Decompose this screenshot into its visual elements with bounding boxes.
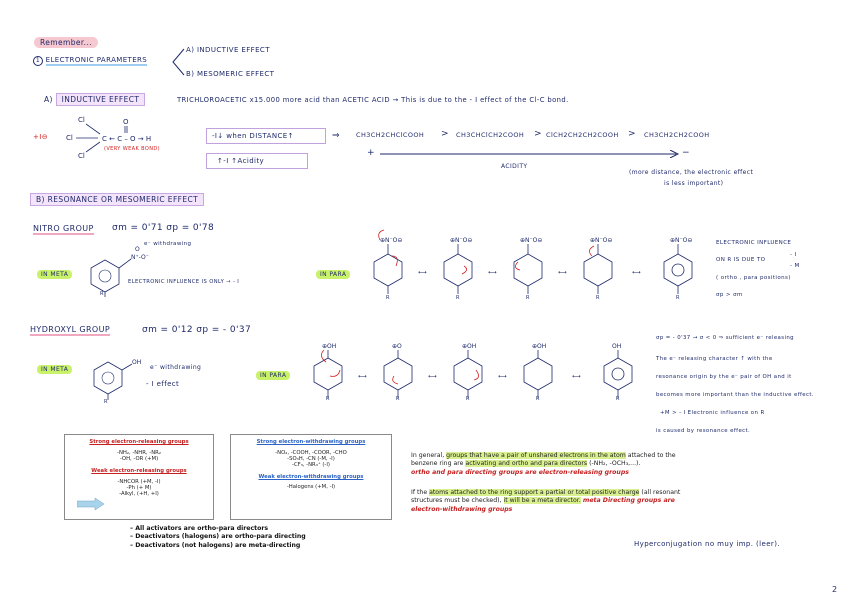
bullet-1: – All activators are ortho-para directors: [130, 525, 269, 532]
director-bullets: [130, 525, 306, 550]
bullet-2: – Deactivators (halogens) are ortho-para directing: [130, 533, 306, 541]
svg-text:⟷: ⟷: [498, 373, 507, 380]
acidity-arrow-icon: [380, 150, 680, 158]
svg-text:⊕N⁻O⊖: ⊕N⁻O⊖: [380, 237, 403, 244]
withdrawing-groups-table: [230, 434, 392, 520]
svg-text:⊕OH: ⊕OH: [322, 343, 337, 350]
svg-text:⟷: ⟷: [558, 269, 567, 276]
svg-text:O: O: [123, 118, 129, 126]
weak-withdrawing-title: Weak electron-withdrawing groups: [258, 474, 364, 480]
svg-text:⟷: ⟷: [428, 373, 437, 380]
withdrawing-title: Strong electron-withdrawing groups: [256, 439, 366, 445]
r-label-1: R: [100, 291, 104, 297]
svg-text:⊕N⁻O⊖: ⊕N⁻O⊖: [520, 237, 543, 244]
gt-3: >: [628, 129, 636, 139]
distance-box: -I↓ when DISTANCE↑: [206, 128, 326, 144]
acid-1: CH3CH2CHClCOOH: [356, 131, 425, 139]
weak-releasing-2: -Ph (+ M): [126, 485, 152, 491]
phenol-resonance-structures: [300, 338, 640, 404]
trichloroacetic-structure: [58, 112, 178, 162]
hydroxyl-right-4: becomes more important than the inductive effect.: [656, 392, 815, 398]
svg-text:N⁺-O⁻: N⁺-O⁻: [131, 254, 149, 261]
svg-text:Cl: Cl: [66, 134, 73, 142]
svg-text:⟷: ⟷: [358, 373, 367, 380]
gt-1: >: [441, 129, 449, 139]
hydroxyl-i-effect: - I effect: [146, 380, 180, 388]
option-mesomeric: B) MESOMERIC EFFECT: [186, 70, 275, 78]
hydroxyl-meta-tag: IN META: [37, 366, 72, 373]
hyperconjugation-note: Hyperconjugation no muy imp. (leer).: [634, 540, 780, 548]
svg-text:⊕N⁻O⊖: ⊕N⁻O⊖: [450, 237, 473, 244]
inductive-title: A) INDUCTIVE EFFECT: [44, 95, 145, 104]
nitro-withdraw: e⁻ withdrawing: [144, 241, 192, 247]
weak-withdrawing-line: -Halogens (+M, -I): [286, 484, 336, 490]
distance-note-2: is less important): [664, 180, 724, 187]
svg-text:OH: OH: [612, 343, 622, 350]
svg-text:Cl: Cl: [78, 116, 85, 124]
params-heading: 1 ELECTRONIC PARAMETERS: [33, 56, 147, 66]
svg-text:Cl: Cl: [78, 152, 85, 160]
minus-circle: −: [682, 148, 690, 158]
releasing-line-1: -NH₂, -NHR, -NR₂: [117, 450, 161, 456]
svg-text:⊕OH: ⊕OH: [462, 343, 477, 350]
hydroxyl-right-5: +M > - I Electronic influence on R: [660, 410, 765, 416]
weak-bond-note: (VERY WEAK BOND): [104, 146, 160, 152]
meta-paragraph: If the atoms attached to the ring support a partial or total positive charge (all resonant structures must be checked), it will be a meta director. meta Directing groups are electron-withdrawing groups: [411, 489, 681, 513]
svg-text:⊕OH: ⊕OH: [532, 343, 547, 350]
r-label-3: R: [456, 295, 460, 301]
svg-text:⟷: ⟷: [418, 269, 427, 276]
resonance-title: B) RESONANCE OR MESOMERIC EFFECT: [30, 195, 204, 204]
r-label-8: R: [326, 396, 330, 402]
withdrawing-line-3: -CF₃, -NR₃⁺ (-I): [292, 462, 330, 468]
page-number: 2: [832, 585, 838, 594]
nitro-right-3: ( ortho , para positions): [716, 275, 791, 281]
phenol-meta-structure: [88, 350, 148, 410]
brace-icon: [170, 47, 186, 77]
r-label-7: R: [104, 399, 108, 405]
svg-text:C ← C – O → H: C ← C – O → H: [102, 135, 152, 143]
nitro-right-1: ELECTRONIC INFLUENCE: [716, 240, 792, 246]
weak-releasing-1: -NHCOR (+M, -I): [117, 479, 161, 485]
nitro-brace-1: - I: [790, 252, 797, 258]
svg-text:⊕O: ⊕O: [392, 343, 402, 350]
acid-4: CH3CH2CH2COOH: [644, 131, 710, 139]
r-label-2: R: [386, 295, 390, 301]
hydroxyl-para-tag: IN PARA: [256, 372, 290, 379]
weak-releasing-title: Weak electron-releasing groups: [91, 468, 187, 474]
remember-label: Remember...: [34, 38, 98, 47]
svg-text:O: O: [135, 246, 140, 253]
bullet-3: – Deactivators (not halogens) are meta-directing: [130, 541, 301, 549]
hydroxyl-right-2: The e⁻ releasing character ↑ with the: [656, 356, 773, 362]
svg-text:⟷: ⟷: [488, 269, 497, 276]
nitro-resonance-structures: [360, 226, 700, 304]
nitro-meta-tag: IN META: [37, 271, 72, 278]
distance-note-1: (more distance, the electronic effect: [629, 169, 754, 176]
nitro-right-4: σp > σm: [716, 292, 743, 298]
general-paragraph: In general, groups that have a pair of unshared electrons in the atom attached to the benzene ring are activating and ortho and para directors (-NH₂, -OCH₃,...). ortho and para directing groups are electron-releasing groups: [411, 452, 676, 476]
arrow-icon: [77, 498, 105, 510]
ie-mark: +I⊖: [33, 133, 48, 141]
nitro-para-tag: IN PARA: [316, 271, 350, 278]
svg-text:⊕N⁻O⊖: ⊕N⁻O⊖: [590, 237, 613, 244]
releasing-line-2: -OH, -OR (+M): [119, 456, 159, 462]
nitrobenzene-meta-structure: [85, 245, 160, 300]
releasing-title: Strong electron-releasing groups: [89, 439, 189, 445]
r-label-12: R: [616, 396, 620, 402]
svg-text:⟷: ⟷: [632, 269, 641, 276]
acidity-label: ACIDITY: [501, 163, 528, 170]
plus-circle: +: [367, 148, 375, 158]
r-label-11: R: [536, 396, 540, 402]
svg-text:⊕N⁻O⊖: ⊕N⁻O⊖: [670, 237, 693, 244]
weak-releasing-3: -Alkyl, (+H, +I): [119, 491, 159, 497]
nitro-meta-note: ELECTRONIC INFLUENCE IS ONLY → - I: [128, 279, 240, 285]
nitro-brace-2: - M: [790, 263, 800, 269]
hydroxyl-right-6: is caused by resonance effect.: [656, 428, 751, 434]
hydroxyl-right-1: σp = - 0'37 → σ < 0 ⇒ sufficient e⁻ releasing: [656, 335, 794, 341]
r-label-9: R: [396, 396, 400, 402]
inductive-sentence: TRICHLOROACETIC x15.000 more acid than ACETIC ACID → This is due to the - I effect of the Cl-C bond.: [177, 96, 569, 104]
hydroxyl-right-3: resonance origin by the e⁻ pair of OH and it: [656, 374, 792, 380]
acid-3: ClCH2CH2CH2COOH: [546, 131, 619, 139]
nitro-right-2: ON R IS DUE TO: [716, 257, 766, 263]
r-label-6: R: [676, 295, 680, 301]
r-label-10: R: [466, 396, 470, 402]
acid-2: CH3CHClCH2COOH: [456, 131, 525, 139]
implies-arrow: ⇒: [332, 131, 340, 141]
hydroxyl-title: HYDROXYL GROUP: [30, 325, 111, 334]
hydroxyl-withdraw: e⁻ withdrawing: [150, 364, 202, 371]
releasing-groups-table: [64, 434, 214, 520]
nitro-title: NITRO GROUP: [33, 224, 94, 233]
option-inductive: A) INDUCTIVE EFFECT: [186, 46, 270, 54]
withdrawing-line-2: -SO₃H, -CN (-M, -I): [287, 456, 335, 462]
r-label-4: R: [526, 295, 530, 301]
hydroxyl-sigma: σm = 0'12 σp = - 0'37: [142, 325, 252, 335]
withdrawing-line-1: -NO₂, -COOH, -COOR, -CHO: [275, 450, 347, 456]
nitro-sigma: σm = 0'71 σp = 0'78: [112, 223, 215, 233]
svg-text:OH: OH: [132, 359, 142, 366]
acidity-box: ↑-I ↑Acidity: [206, 153, 308, 169]
svg-text:⟷: ⟷: [572, 373, 581, 380]
r-label-5: R: [596, 295, 600, 301]
gt-2: >: [534, 129, 542, 139]
